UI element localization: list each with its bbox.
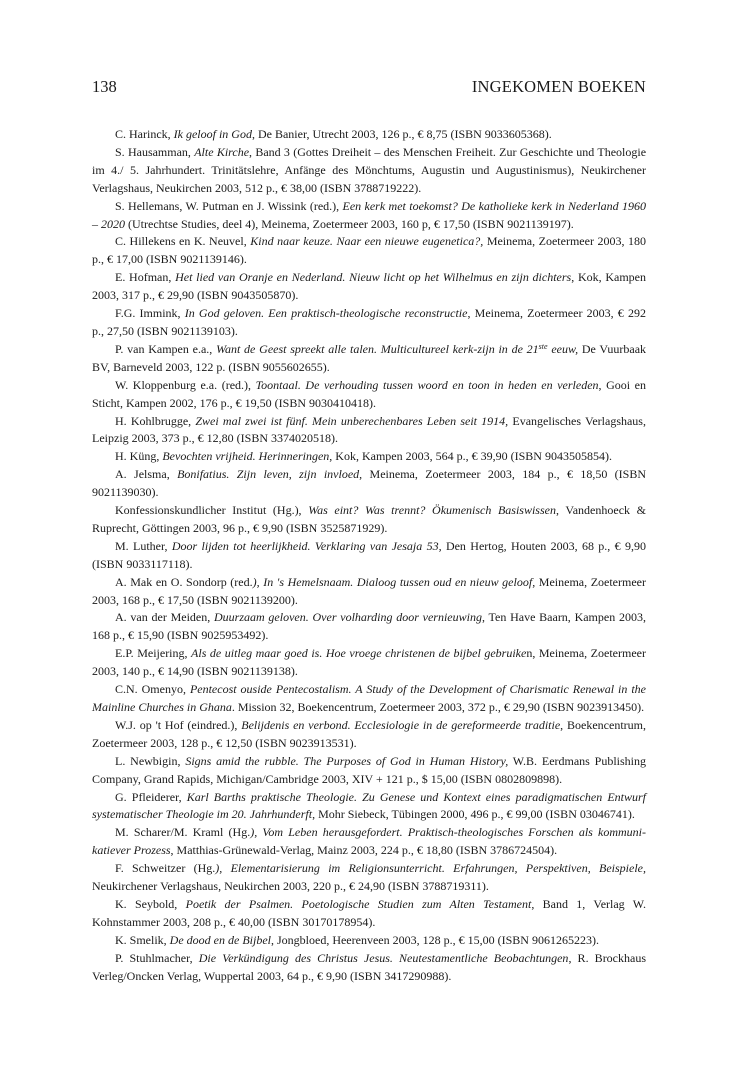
book-entry [92,932,646,950]
entry-title: Karl Barths praktische Theologie. Zu Genese und Kontext eines paradigmatischen Entwurf systematischer Theologie im 20. Jahrhunderft [92,789,646,822]
entry-title-continued: eeuw, [547,341,579,356]
entry-details: Evangelisches Verlagshaus, Leipzig 2003, 373 p., € 12,80 (ISBN 3374020518). [92,413,646,446]
entry-title: Ik geloof in God [173,127,252,141]
book-entry [92,269,646,305]
entry-title: In God geloven. Een praktisch-theologische reconstructie [184,306,468,321]
entry-author: M. Luther, [115,538,172,553]
book-entry [92,233,646,269]
entry-title: De dood en de Bijbel [169,932,271,947]
entry-details: , Mohr Siebeck, Tübingen 2000, 496 p., € 99,00 (ISBN 03046741). [312,807,635,822]
entry-author: F.G. Immink, [115,306,185,321]
page-number: 138 [92,77,117,96]
book-entry [92,950,646,986]
entry-author: P. van Kampen e.a., [115,341,217,356]
entry-title: ), Elementarisierung im Religionsunterricht. Erfahrungen, Perspektiven, Beispiele, [215,861,646,876]
entry-details: , Band 3 (Gottes Dreiheit – des Menschen Freiheit. Zur Geschichte und Theologie im 4./ 5. Jahrhundert. Trinitätslehre, Anfänge des Mönchtums, Augustin und Augustinismus), Neukirchener Verlagshaus, Neukirchen 2003, 512 p., € 38,00 (ISBN 3788719222). [92,144,647,195]
entry-author: C. Harinck, [115,127,174,141]
entry-details: W.B. Eerdmans Publishing Company, Grand Rapids, Michigan/Cambridge 2003, XIV + 121 p., $ 15,00 (ISBN 0802809898). [92,753,647,786]
entry-details: , Boekencentrum, Zoetermeer 2003, 128 p., € 12,50 (ISBN 9023913531). [92,717,646,750]
entry-author: W.J. op 't Hof (eindred.), [115,717,242,732]
book-entry [92,305,646,341]
entry-title: Belijdenis en verbond. Ecclesiologie in de gereformeerde traditie [241,717,561,732]
entry-details: Neukirchener Verlagshaus, Neukirchen 2003, 220 p., € 24,90 (ISBN 3788719311). [92,879,489,894]
entry-title: Zwei mal zwei ist fünf. Mein unberechenbares Leben seit 1914, [195,413,509,428]
entry-title: ), In 's Hemelsnaam. Dialoog tussen oud en nieuw geloof [252,574,533,589]
entry-author: F. Schweitzer (Hg. [115,861,216,876]
book-list [92,126,646,986]
entry-details: , De Banier, Utrecht 2003, 126 p., € 8,75 (ISBN 9033605368). [251,127,552,141]
entry-title: Het lied van Oranje en Nederland. Nieuw licht op het Wilhelmus en zijn dichters [175,270,572,285]
entry-author: A. van der Meiden, [115,610,214,625]
entry-author: H. Küng, [115,449,163,464]
entry-title: Bonifatius. Zijn leven, zijn invloed [177,467,360,482]
entry-title: Bevochten vrijheid. Herinneringen [162,449,330,464]
entry-details: , Kok, Kampen 2003, 564 p., € 39,90 (ISBN 9043505854). [329,449,612,464]
book-entry [92,502,646,538]
entry-details: , R. Brockhaus Verleg/Oncken Verlag, Wuppertal 2003, 64 p., € 9,90 (ISBN 3417290988). [92,950,647,983]
book-entry [92,681,646,717]
entry-title: Was eint? Was trennt? Ökumenisch Basiswissen [308,503,556,518]
entry-details: , Gooi en Sticht, Kampen 2002, 176 p., € 19,50 (ISBN 9030410418). [92,377,647,410]
entry-title-superscript: ste [538,341,548,351]
entry-title: Pentecost ouside Pentecostalism. A Study of the Development of Charismatic Renewal in the Mainline Churches in Ghana [92,682,647,714]
book-entry [92,645,646,681]
entry-author: W. Kloppenburg e.a. (red.), [115,377,256,392]
entry-title: Die Verkündigung des Christus Jesus. Neutestamentliche Beobachtungen [198,950,569,965]
book-entry [92,144,646,198]
entry-details: , Meinema, Zoetermeer 2003, 184 p., € 18,50 (ISBN 9021139030). [92,467,647,500]
entry-author: K. Smelik, [115,932,170,947]
book-entry [92,789,646,825]
entry-details: n, Meinema, Zoetermeer 2003, 140 p., € 14,90 (ISBN 9021139138). [92,646,646,679]
entry-author: H. Kohlbrugge, [115,413,196,428]
entry-title: Alte Kirche [194,144,250,159]
book-entry [92,753,646,789]
entry-title: Poetik der Psalmen. Poetologische Studien zum Alten Testament [185,896,532,911]
entry-details: , Ten Have Baarn, Kampen 2003, 168 p., € 15,90 (ISBN 9025953492). [92,610,646,643]
entry-details: , Kok, Kampen 2003, 317 p., € 29,90 (ISBN 9043505870). [92,270,647,303]
entry-details: , Jongbloed, Heerenveen 2003, 128 p., € 15,00 (ISBN 9061265223). [270,932,599,947]
page-header [92,76,646,100]
book-entry [92,860,646,896]
entry-author: A. Jelsma, [115,467,178,482]
book-entry [92,824,646,860]
entry-author: E. Hofman, [115,270,176,285]
book-entry [92,377,646,413]
entry-author: S. Hellemans, W. Putman en J. Wissink (red.), [115,198,343,213]
book-entry [92,413,646,449]
entry-details: , Meinema, Zoetermeer 2003, € 292 p., 27,50 (ISBN 9021139103). [92,306,646,338]
running-title: INGEKOMEN BOEKEN [471,77,646,96]
entry-title: Want de Geest spreekt alle talen. Multicultureel kerk-zijn in de 21 [216,341,539,356]
entry-title: Als de uitleg maar goed is. Hoe vroege christenen de bijbel gebruike [191,646,527,661]
entry-details: (Utrechtse Studies, deel 4), Meinema, Zoetermeer 2003, 160 p, € 17,50 (ISBN 9021139197). [125,216,574,231]
entry-author: E.P. Meijering, [115,646,192,661]
entry-details: , Band 1, Verlag W. Kohnstammer 2003, 208 p., € 40,00 (ISBN 30170178954). [92,896,646,929]
entry-author: L. Newbigin, [115,753,186,768]
entry-details: , Matthias-Grünewald-Verlag, Mainz 2003, 224 p., € 18,80 (ISBN 3786724504). [170,843,558,858]
entry-title: Door lijden tot heerlijkheid. Verklaring van Jesaja 53, [171,538,442,553]
entry-author: S. Hausamman, [115,144,195,159]
entry-author: G. Pfleiderer, [115,789,187,804]
book-entry [92,609,646,645]
entry-author: M. Scharer/M. Kraml (Hg. [115,825,251,840]
entry-author: A. Mak en O. Sondorp (red. [115,574,253,589]
entry-details: Meinema, Zoetermeer 2003, 180 p., € 17,00 (ISBN 9021139146). [92,234,646,267]
entry-title: ), Vom Leben herausgefordert. Praktisch-theologisches Forschen als kommuni-katiever Prozess [92,825,646,858]
entry-title: Kind naar keuze. Naar een nieuwe eugenetica?, [250,234,484,249]
entry-details: . Mission 32, Boekencentrum, Zoetermeer 2003, 372 p., € 29,90 (ISBN 9023913450). [231,700,645,714]
book-entry [92,717,646,753]
entry-details: , Meinema, Zoetermeer 2003, 168 p., € 17,50 (ISBN 9021139200). [92,574,646,607]
entry-author: C. Hillekens en K. Neuvel, [115,234,251,249]
entry-title: Toontaal. De verhouding tussen woord en toon in heden en verleden [255,377,599,392]
entry-author: K. Seybold, [115,896,186,911]
book-entry [92,574,646,610]
book-entry [92,896,646,932]
book-entry [92,448,646,466]
entry-details: De Vuurbaak BV, Barneveld 2003, 122 p. (ISBN 9055602655). [92,341,647,374]
entry-author: Konfessionskundlicher Institut (Hg.), [115,503,309,518]
book-entry [92,341,646,377]
entry-title: Duurzaam geloven. Over volharding door vernieuwing [214,610,482,625]
entry-details: , Vandenhoeck & Ruprecht, Göttingen 2003, 96 p., € 9,90 (ISBN 3525871929). [92,503,646,535]
book-entry [92,126,646,144]
book-entry [92,538,646,574]
entry-title: Signs amid the rubble. The Purposes of God in Human History, [185,753,509,768]
entry-details: Den Hertog, Houten 2003, 68 p., € 9,90 (ISBN 9033117118). [92,538,646,571]
entry-author: P. Stuhlmacher, [115,950,199,965]
book-entry [92,198,646,234]
entry-author: C.N. Omenyo, [115,682,190,697]
book-entry [92,466,646,502]
entry-title: Een kerk met toekomst? De katholieke kerk in Nederland 1960 – 2020 [92,198,646,231]
